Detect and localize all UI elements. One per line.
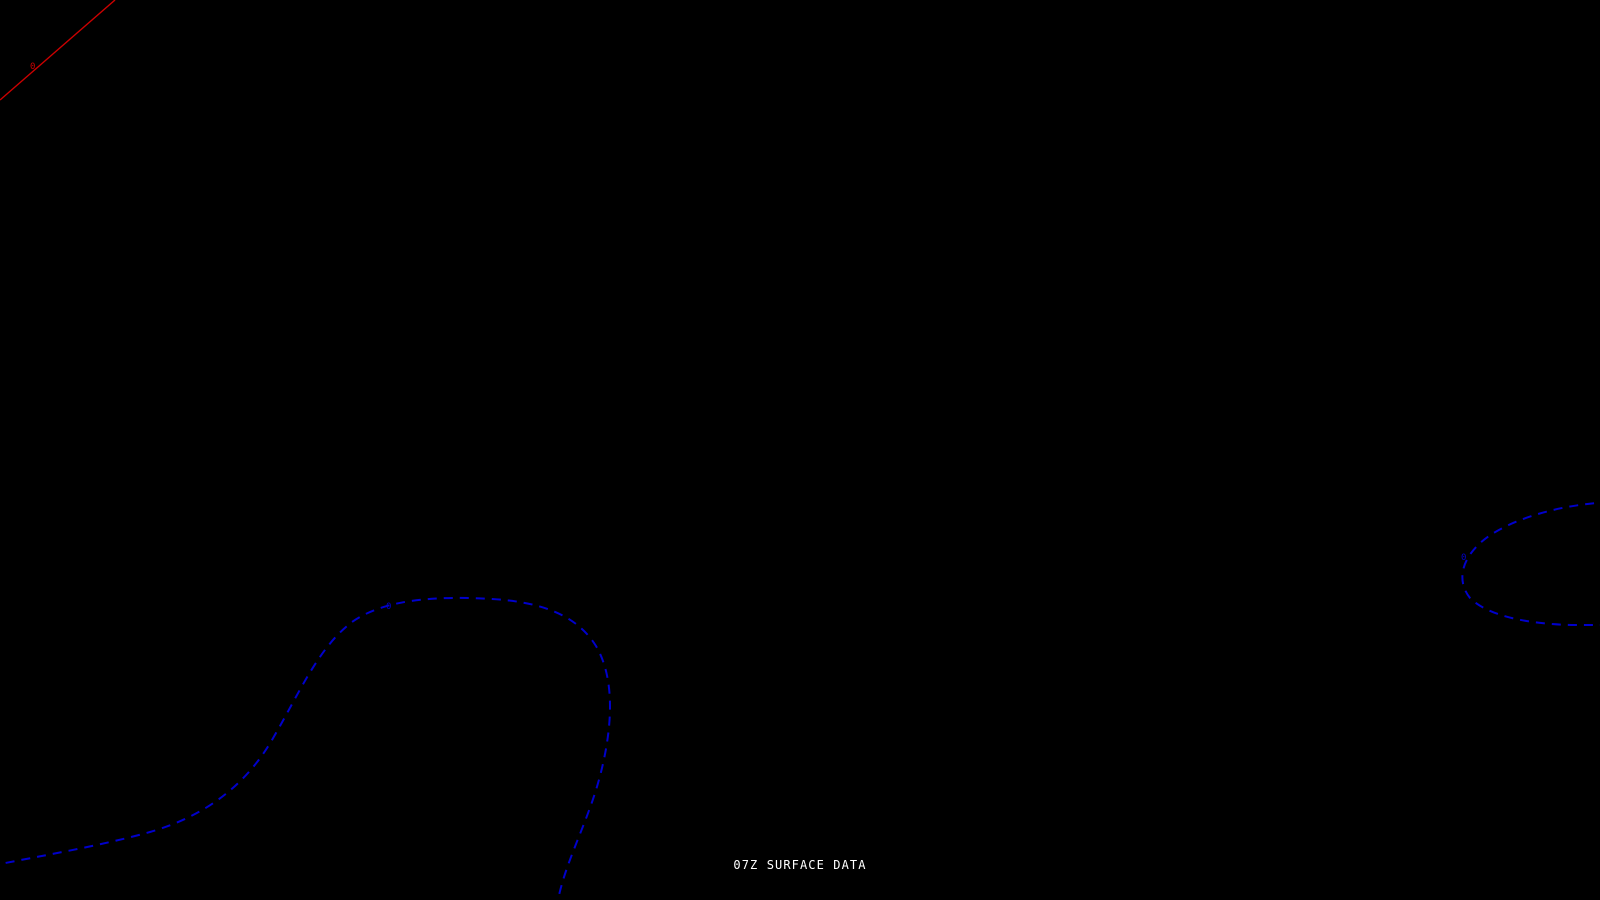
figure-caption: 07Z SURFACE DATA	[733, 858, 867, 872]
warm-contour-label-0: 0	[30, 62, 36, 72]
cold-contour-label-right-0: 0	[1461, 553, 1467, 563]
cold-contour-label-left-0: 0	[386, 602, 392, 612]
